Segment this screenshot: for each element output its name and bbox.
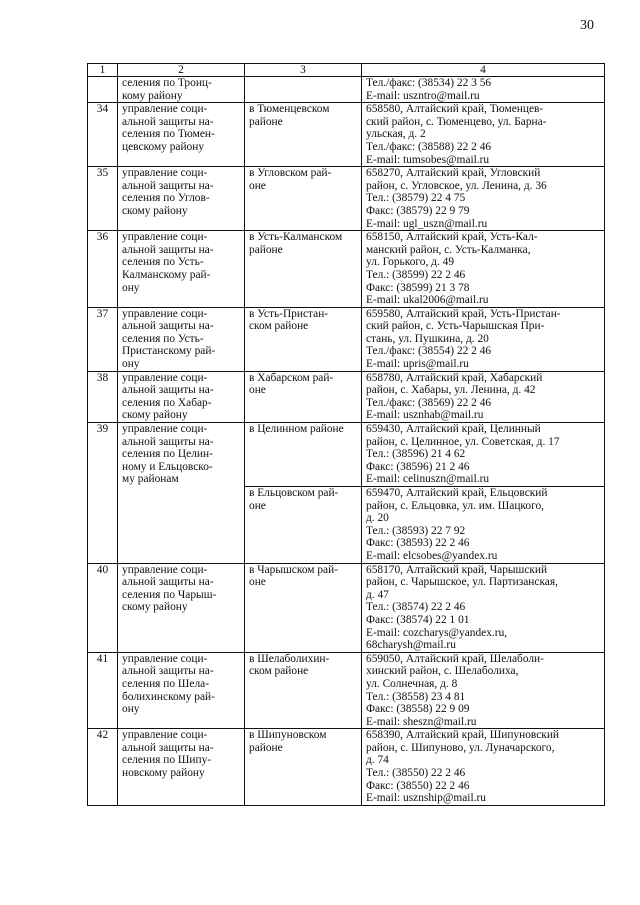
contact-address-line: 658150, Алтайский край, Усть-Кал-	[366, 231, 538, 244]
contact-address	[362, 77, 605, 103]
district-location-line: ском районе	[249, 320, 309, 333]
agency-name	[118, 167, 245, 231]
agency-name-line: управление соци-	[122, 103, 208, 116]
agency-name-line: Пристанскому рай-	[122, 345, 216, 358]
agency-name-line: скому району	[122, 409, 188, 422]
district-location	[245, 167, 362, 231]
contact-address-line: Тел.: (38558) 23 4 81	[366, 690, 466, 703]
table-row	[88, 231, 605, 308]
table-row	[88, 563, 605, 652]
contact-address	[362, 423, 605, 487]
table-row	[88, 423, 605, 487]
contact-address-line: д. 47	[366, 588, 389, 601]
agency-name-line: управление соци-	[122, 652, 208, 665]
agency-name	[118, 77, 245, 103]
agency-name-line: болихинскому рай-	[122, 690, 215, 703]
agency-name	[118, 103, 245, 167]
agency-name-line: альной защиты на-	[122, 435, 214, 448]
district-location-line: в Тюменцевском	[249, 103, 330, 116]
district-location	[245, 423, 362, 487]
agency-name-line: селения по Углов-	[122, 192, 210, 205]
agency-name-line: селения по Троиц-	[122, 77, 212, 89]
contact-address	[362, 371, 605, 422]
contact-address-line: район, с. Чарышское, ул. Партизанская,	[366, 576, 558, 589]
contact-address-line: Тел.: (38550) 22 2 46	[366, 767, 466, 780]
agency-name	[118, 652, 245, 729]
district-location-line: в Шелаболихин-	[249, 652, 330, 665]
contact-address-line: E-mail: elcsobes@yandex.ru	[366, 549, 498, 562]
agency-name	[118, 307, 245, 371]
social-protection-offices-table	[87, 63, 605, 806]
column-header-3: 3	[245, 64, 362, 77]
contact-address-line: район, с. Шипуново, ул. Луначарского,	[366, 741, 555, 754]
row-number: 34	[88, 103, 118, 167]
agency-name	[118, 231, 245, 308]
district-location	[245, 103, 362, 167]
contact-address	[362, 729, 605, 806]
contact-address-line: E-mail: upris@mail.ru	[366, 358, 469, 371]
agency-name-line: управление соци-	[122, 167, 208, 180]
table-row	[88, 371, 605, 422]
agency-name	[118, 729, 245, 806]
contact-address-line: E-mail: ugl_uszn@mail.ru	[366, 217, 488, 230]
contact-address-line: Факс: (38596) 21 2 46	[366, 460, 470, 473]
district-location-line: оне	[249, 499, 266, 512]
district-location-line: в Чарышском рай-	[249, 563, 338, 576]
district-location-line: в Хабарском рай-	[249, 371, 334, 384]
district-location-line: в Угловском рай-	[249, 167, 332, 180]
contact-address-line: д. 74	[366, 754, 389, 767]
row-number: 40	[88, 563, 118, 652]
contact-address	[362, 231, 605, 308]
district-location	[245, 371, 362, 422]
district-location	[245, 77, 362, 103]
column-header-4: 4	[362, 64, 605, 77]
agency-name-line: кому району	[122, 89, 183, 102]
district-location	[245, 729, 362, 806]
contact-address-line: ский район, с. Тюменцево, ул. Барна-	[366, 115, 547, 128]
agency-name-line: Калманскому рай-	[122, 268, 211, 281]
agency-name-line: управление соци-	[122, 371, 208, 384]
district-location-line: районе	[249, 115, 283, 128]
agency-name-line: цевскому району	[122, 140, 205, 153]
agency-name	[118, 423, 245, 564]
agency-name-line: селения по Шела-	[122, 677, 209, 690]
contact-address-line: 658580, Алтайский край, Тюменцев-	[366, 103, 544, 116]
agency-name-line: скому району	[122, 204, 188, 217]
agency-name-line: альной защиты на-	[122, 115, 214, 128]
agency-name-line: управление соци-	[122, 423, 208, 436]
agency-name-line: селения по Усть-	[122, 256, 204, 269]
district-location-line: ском районе	[249, 665, 309, 678]
agency-name-line: ону	[122, 358, 140, 371]
district-location	[245, 231, 362, 308]
contact-address-line: E-mail: tumsobes@mail.ru	[366, 153, 490, 166]
contact-address	[362, 307, 605, 371]
contact-address-line: ул. Солнечная, д. 8	[366, 677, 458, 690]
agency-name-line: скому району	[122, 601, 188, 614]
row-number: 41	[88, 652, 118, 729]
contact-address-line: ульская, д. 2	[366, 128, 426, 141]
contact-address-line: E-mail: usznship@mail.ru	[366, 792, 486, 805]
row-number: 37	[88, 307, 118, 371]
contact-address-line: Факс: (38579) 22 9 79	[366, 204, 470, 217]
contact-address-line: район, с. Угловское, ул. Ленина, д. 36	[366, 179, 547, 192]
contact-address-line: 658270, Алтайский край, Угловский	[366, 167, 541, 180]
agency-name-line: альной защиты на-	[122, 320, 214, 333]
agency-name-line: альной защиты на-	[122, 243, 214, 256]
contact-address-line: стань, ул. Пушкина, д. 20	[366, 332, 489, 345]
agency-name-line: новскому району	[122, 767, 205, 780]
contact-address-line: Факс: (38593) 22 2 46	[366, 537, 470, 550]
contact-address-line: E-mail: celinuszn@mail.ru	[366, 473, 490, 486]
contact-address-line: район, с. Хабары, ул. Ленина, д. 42	[366, 384, 536, 397]
agency-name-line: му районам	[122, 473, 179, 486]
contact-address-line: E-mail: cozcharys@yandex.ru,	[366, 626, 508, 639]
contact-address-line: Факс: (38599) 21 3 78	[366, 281, 470, 294]
district-location	[245, 563, 362, 652]
contact-address-line: E-mail: uszntro@mail.ru	[366, 89, 480, 102]
table-header-row	[88, 64, 605, 77]
contact-address-line: Факс: (38550) 22 2 46	[366, 779, 470, 792]
contact-address-line: Тел.: (38596) 21 4 62	[366, 448, 466, 461]
row-number: 36	[88, 231, 118, 308]
contact-address	[362, 652, 605, 729]
contact-address-line: хинский район, с. Шелаболиха,	[366, 665, 519, 678]
table-row	[88, 167, 605, 231]
contact-address-line: ул. Горького, д. 49	[366, 256, 455, 269]
contact-address-line: 659430, Алтайский край, Целинный	[366, 423, 541, 436]
row-number: 35	[88, 167, 118, 231]
contact-address-line: Факс: (38574) 22 1 01	[366, 613, 470, 626]
table-row	[88, 77, 605, 103]
district-location-line: районе	[249, 741, 283, 754]
agency-name-line: управление соци-	[122, 729, 208, 742]
agency-name-line: ному и Ельцовско-	[122, 460, 213, 473]
contact-address-line: E-mail: sheszn@mail.ru	[366, 715, 477, 728]
district-location-line: в Целинном районе	[249, 423, 344, 436]
agency-name-line: управление соци-	[122, 563, 208, 576]
contact-address-line: E-mail: ukal2006@mail.ru	[366, 294, 489, 307]
contact-address-line: Тел.: (38599) 22 2 46	[366, 268, 466, 281]
contact-address-line: манский район, с. Усть-Калманка,	[366, 243, 531, 256]
contact-address-line: 659580, Алтайский край, Усть-Пристан-	[366, 307, 561, 320]
district-location-line: оне	[249, 179, 266, 192]
table-row	[88, 729, 605, 806]
contact-address-line: д. 20	[366, 512, 389, 525]
contact-address-line: Тел./факс: (38569) 22 2 46	[366, 396, 492, 409]
table-row	[88, 652, 605, 729]
district-location-line: оне	[249, 576, 266, 589]
contact-address	[362, 487, 605, 564]
agency-name-line: альной защиты на-	[122, 665, 214, 678]
agency-name-line: селения по Хабар-	[122, 396, 212, 409]
agency-name-line: альной защиты на-	[122, 179, 214, 192]
contact-address	[362, 103, 605, 167]
contact-address-line: 659470, Алтайский край, Ельцовский	[366, 487, 548, 499]
contact-address-line: 658170, Алтайский край, Чарышский	[366, 563, 548, 576]
column-header-2: 2	[118, 64, 245, 77]
contact-address-line: Тел.: (38579) 22 4 75	[366, 192, 466, 205]
agency-name-line: селения по Шипу-	[122, 754, 212, 767]
agency-name-line: альной защиты на-	[122, 384, 214, 397]
agency-name-line: селения по Тюмен-	[122, 128, 215, 141]
contact-address-line: Тел./факс: (38534) 22 3 56	[366, 77, 492, 89]
contact-address-line: E-mail: usznhab@mail.ru	[366, 409, 484, 422]
agency-name	[118, 563, 245, 652]
agency-name-line: селения по Усть-	[122, 332, 204, 345]
contact-address-line: 659050, Алтайский край, Шелаболи-	[366, 652, 544, 665]
page-number: 30	[580, 18, 594, 33]
row-number: 42	[88, 729, 118, 806]
contact-address-line: Факс: (38558) 22 9 09	[366, 703, 470, 716]
agency-name-line: управление соци-	[122, 231, 208, 244]
row-number: 38	[88, 371, 118, 422]
row-number: 39	[88, 423, 118, 564]
agency-name-line: ону	[122, 281, 140, 294]
district-location-line: в Ельцовском рай-	[249, 487, 339, 499]
district-location-line: в Усть-Калманском	[249, 231, 343, 244]
agency-name-line: ону	[122, 703, 140, 716]
contact-address-line: район, с. Целинное, ул. Советская, д. 17	[366, 435, 560, 448]
district-location-line: в Усть-Пристан-	[249, 307, 329, 320]
contact-address-line: ский район, с. Усть-Чарышская При-	[366, 320, 545, 333]
agency-name-line: селения по Чарыш-	[122, 588, 217, 601]
contact-address-line: Тел.: (38574) 22 2 46	[366, 601, 466, 614]
contact-address-line: Тел./факс: (38588) 22 2 46	[366, 140, 492, 153]
contact-address-line: район, с. Ельцовка, ул. им. Шацкого,	[366, 499, 544, 512]
row-number	[88, 77, 118, 103]
contact-address	[362, 167, 605, 231]
contact-address-line: 68charysh@mail.ru	[366, 639, 456, 652]
district-location	[245, 487, 362, 564]
contact-address	[362, 563, 605, 652]
agency-name	[118, 371, 245, 422]
agency-name-line: альной защиты на-	[122, 741, 214, 754]
table-row	[88, 307, 605, 371]
contact-address-line: 658780, Алтайский край, Хабарский	[366, 371, 543, 384]
contact-address-line: Тел./факс: (38554) 22 2 46	[366, 345, 492, 358]
contact-address-line: Тел.: (38593) 22 7 92	[366, 524, 466, 537]
district-location	[245, 652, 362, 729]
district-location-line: оне	[249, 384, 266, 397]
column-header-1: 1	[88, 64, 118, 77]
district-location-line: районе	[249, 243, 283, 256]
table-row	[88, 103, 605, 167]
district-location-line: в Шипуновском	[249, 729, 327, 742]
agency-name-line: альной защиты на-	[122, 576, 214, 589]
district-location	[245, 307, 362, 371]
agency-name-line: управление соци-	[122, 307, 208, 320]
contact-address-line: 658390, Алтайский край, Шипуновский	[366, 729, 560, 742]
agency-name-line: селения по Целин-	[122, 448, 213, 461]
